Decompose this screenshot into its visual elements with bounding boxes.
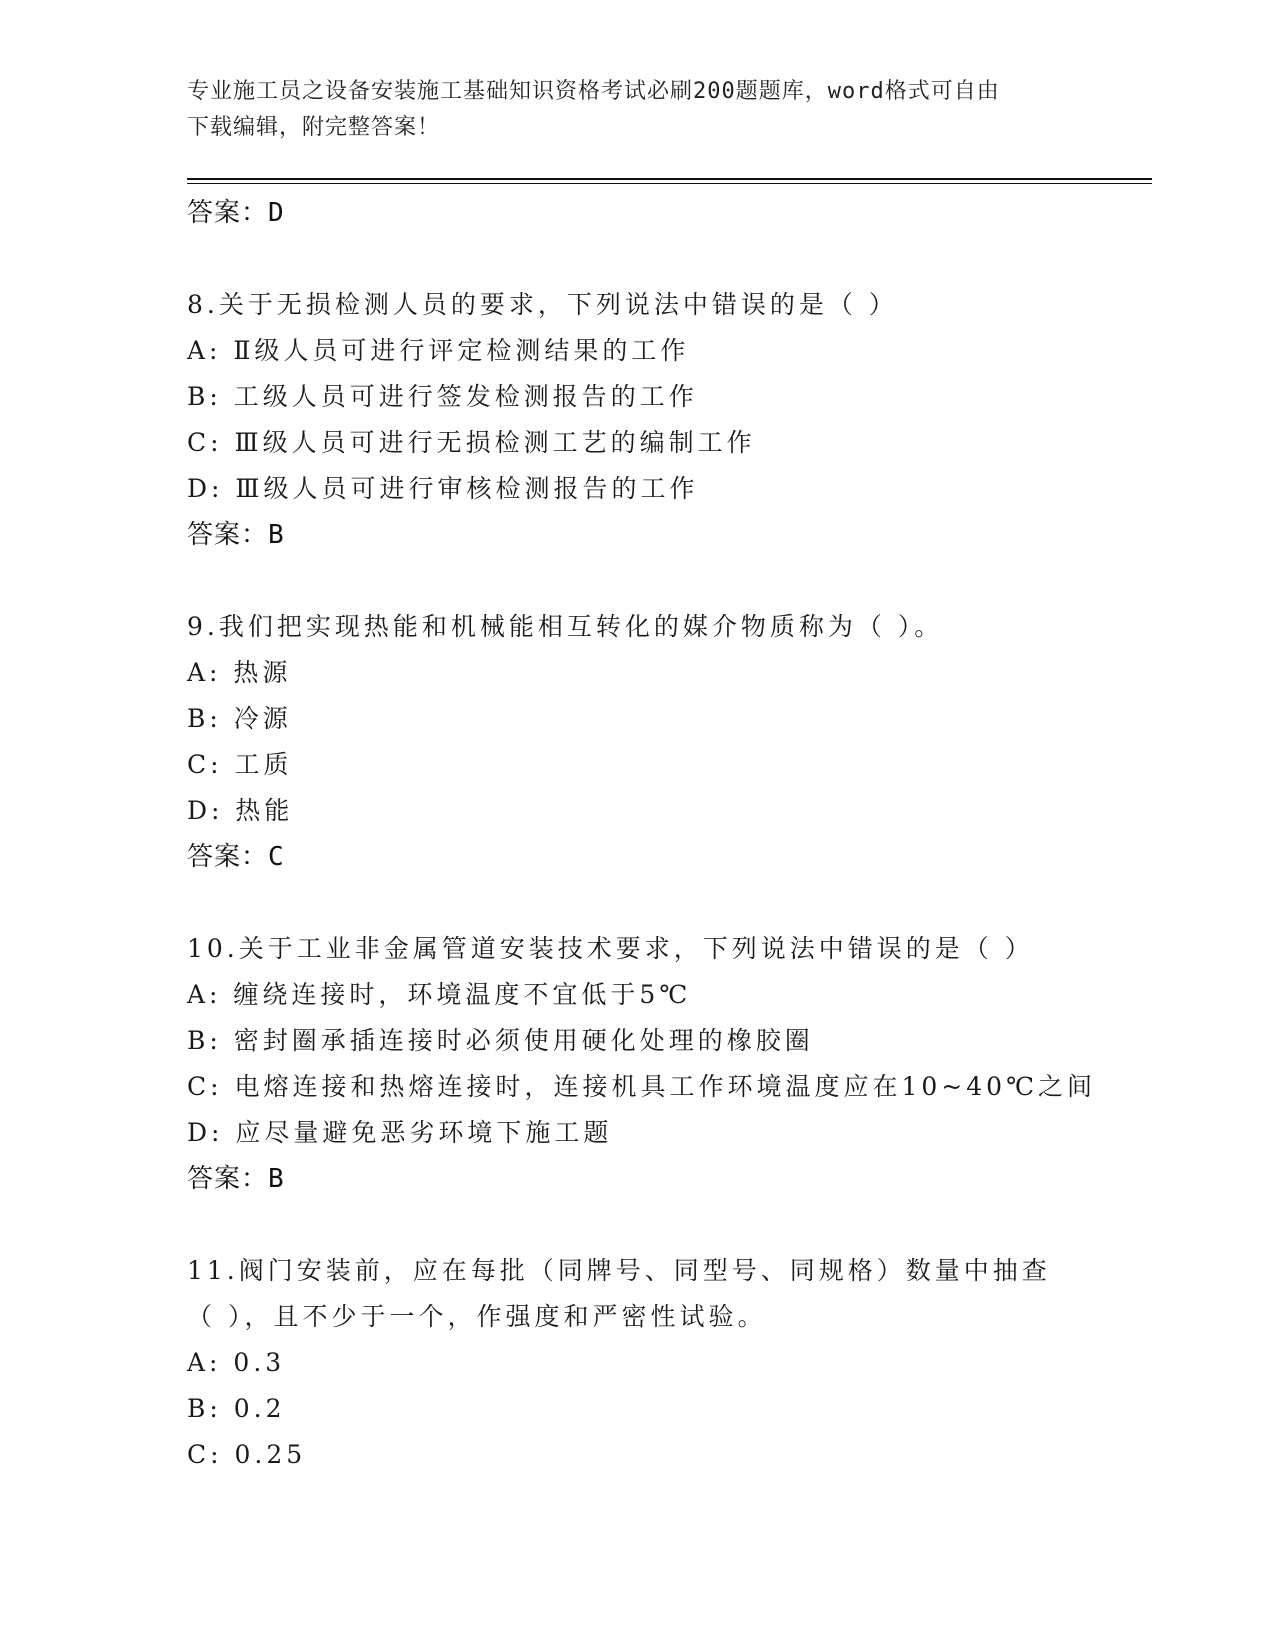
question-10: [187, 926, 1137, 1202]
question-text: 9.我们把实现热能和机械能相互转化的媒介物质称为（ ）。: [187, 612, 944, 641]
question-list: [187, 190, 1137, 1478]
option-b: B: 0.2: [187, 1394, 286, 1423]
answer: 答案：B: [187, 520, 285, 550]
option-d: D: 热能: [187, 796, 294, 825]
option-d: D: 应尽量避免恶劣环境下施工题: [187, 1118, 613, 1147]
question-text: 8.关于无损检测人员的要求，下列说法中错误的是（ ）: [187, 290, 898, 319]
option-a: A: 热源: [187, 658, 292, 687]
option-c: C: Ⅲ级人员可进行无损检测工艺的编制工作: [187, 428, 756, 457]
question-8: [187, 282, 1137, 558]
option-c: C: 电熔连接和热熔连接时，连接机具工作环境温度应在10~40℃之间: [187, 1072, 1097, 1101]
option-b: B: 冷源: [187, 704, 292, 733]
option-b: B: 密封圈承插连接时必须使用硬化处理的橡胶圈: [187, 1026, 814, 1055]
document-header: [187, 74, 1087, 146]
question-text: 10.关于工业非金属管道安装技术要求，下列说法中错误的是（ ）: [187, 934, 1034, 963]
option-c: C: 工质: [187, 750, 293, 779]
header-title-line-2: 下载编辑，附完整答案！: [187, 115, 441, 140]
previous-answer: 答案：D: [187, 198, 285, 228]
header-title-line-1: 专业施工员之设备安装施工基础知识资格考试必刷200题题库，word格式可自由: [187, 79, 1000, 104]
answer: 答案：B: [187, 1164, 285, 1194]
option-a: A: 0.3: [187, 1348, 286, 1377]
option-a: A: 缠绕连接时，环境温度不宜低于5℃: [187, 980, 692, 1009]
option-c: C: 0.25: [187, 1440, 307, 1469]
question-text: 11.阀门安装前，应在每批（同牌号、同型号、同规格）数量中抽查（ ），且不少于一个，作强度和严密性试验。: [187, 1256, 1051, 1331]
question-11: [187, 1248, 1137, 1478]
question-9: [187, 604, 1137, 880]
answer: 答案：C: [187, 842, 285, 872]
option-d: D: Ⅲ级人员可进行审核检测报告的工作: [187, 474, 699, 503]
option-b: B: 工级人员可进行签发检测报告的工作: [187, 382, 698, 411]
header-divider-thick: [187, 178, 1152, 180]
option-a: A: Ⅱ级人员可进行评定检测结果的工作: [187, 336, 690, 365]
header-divider-thin: [187, 183, 1152, 184]
